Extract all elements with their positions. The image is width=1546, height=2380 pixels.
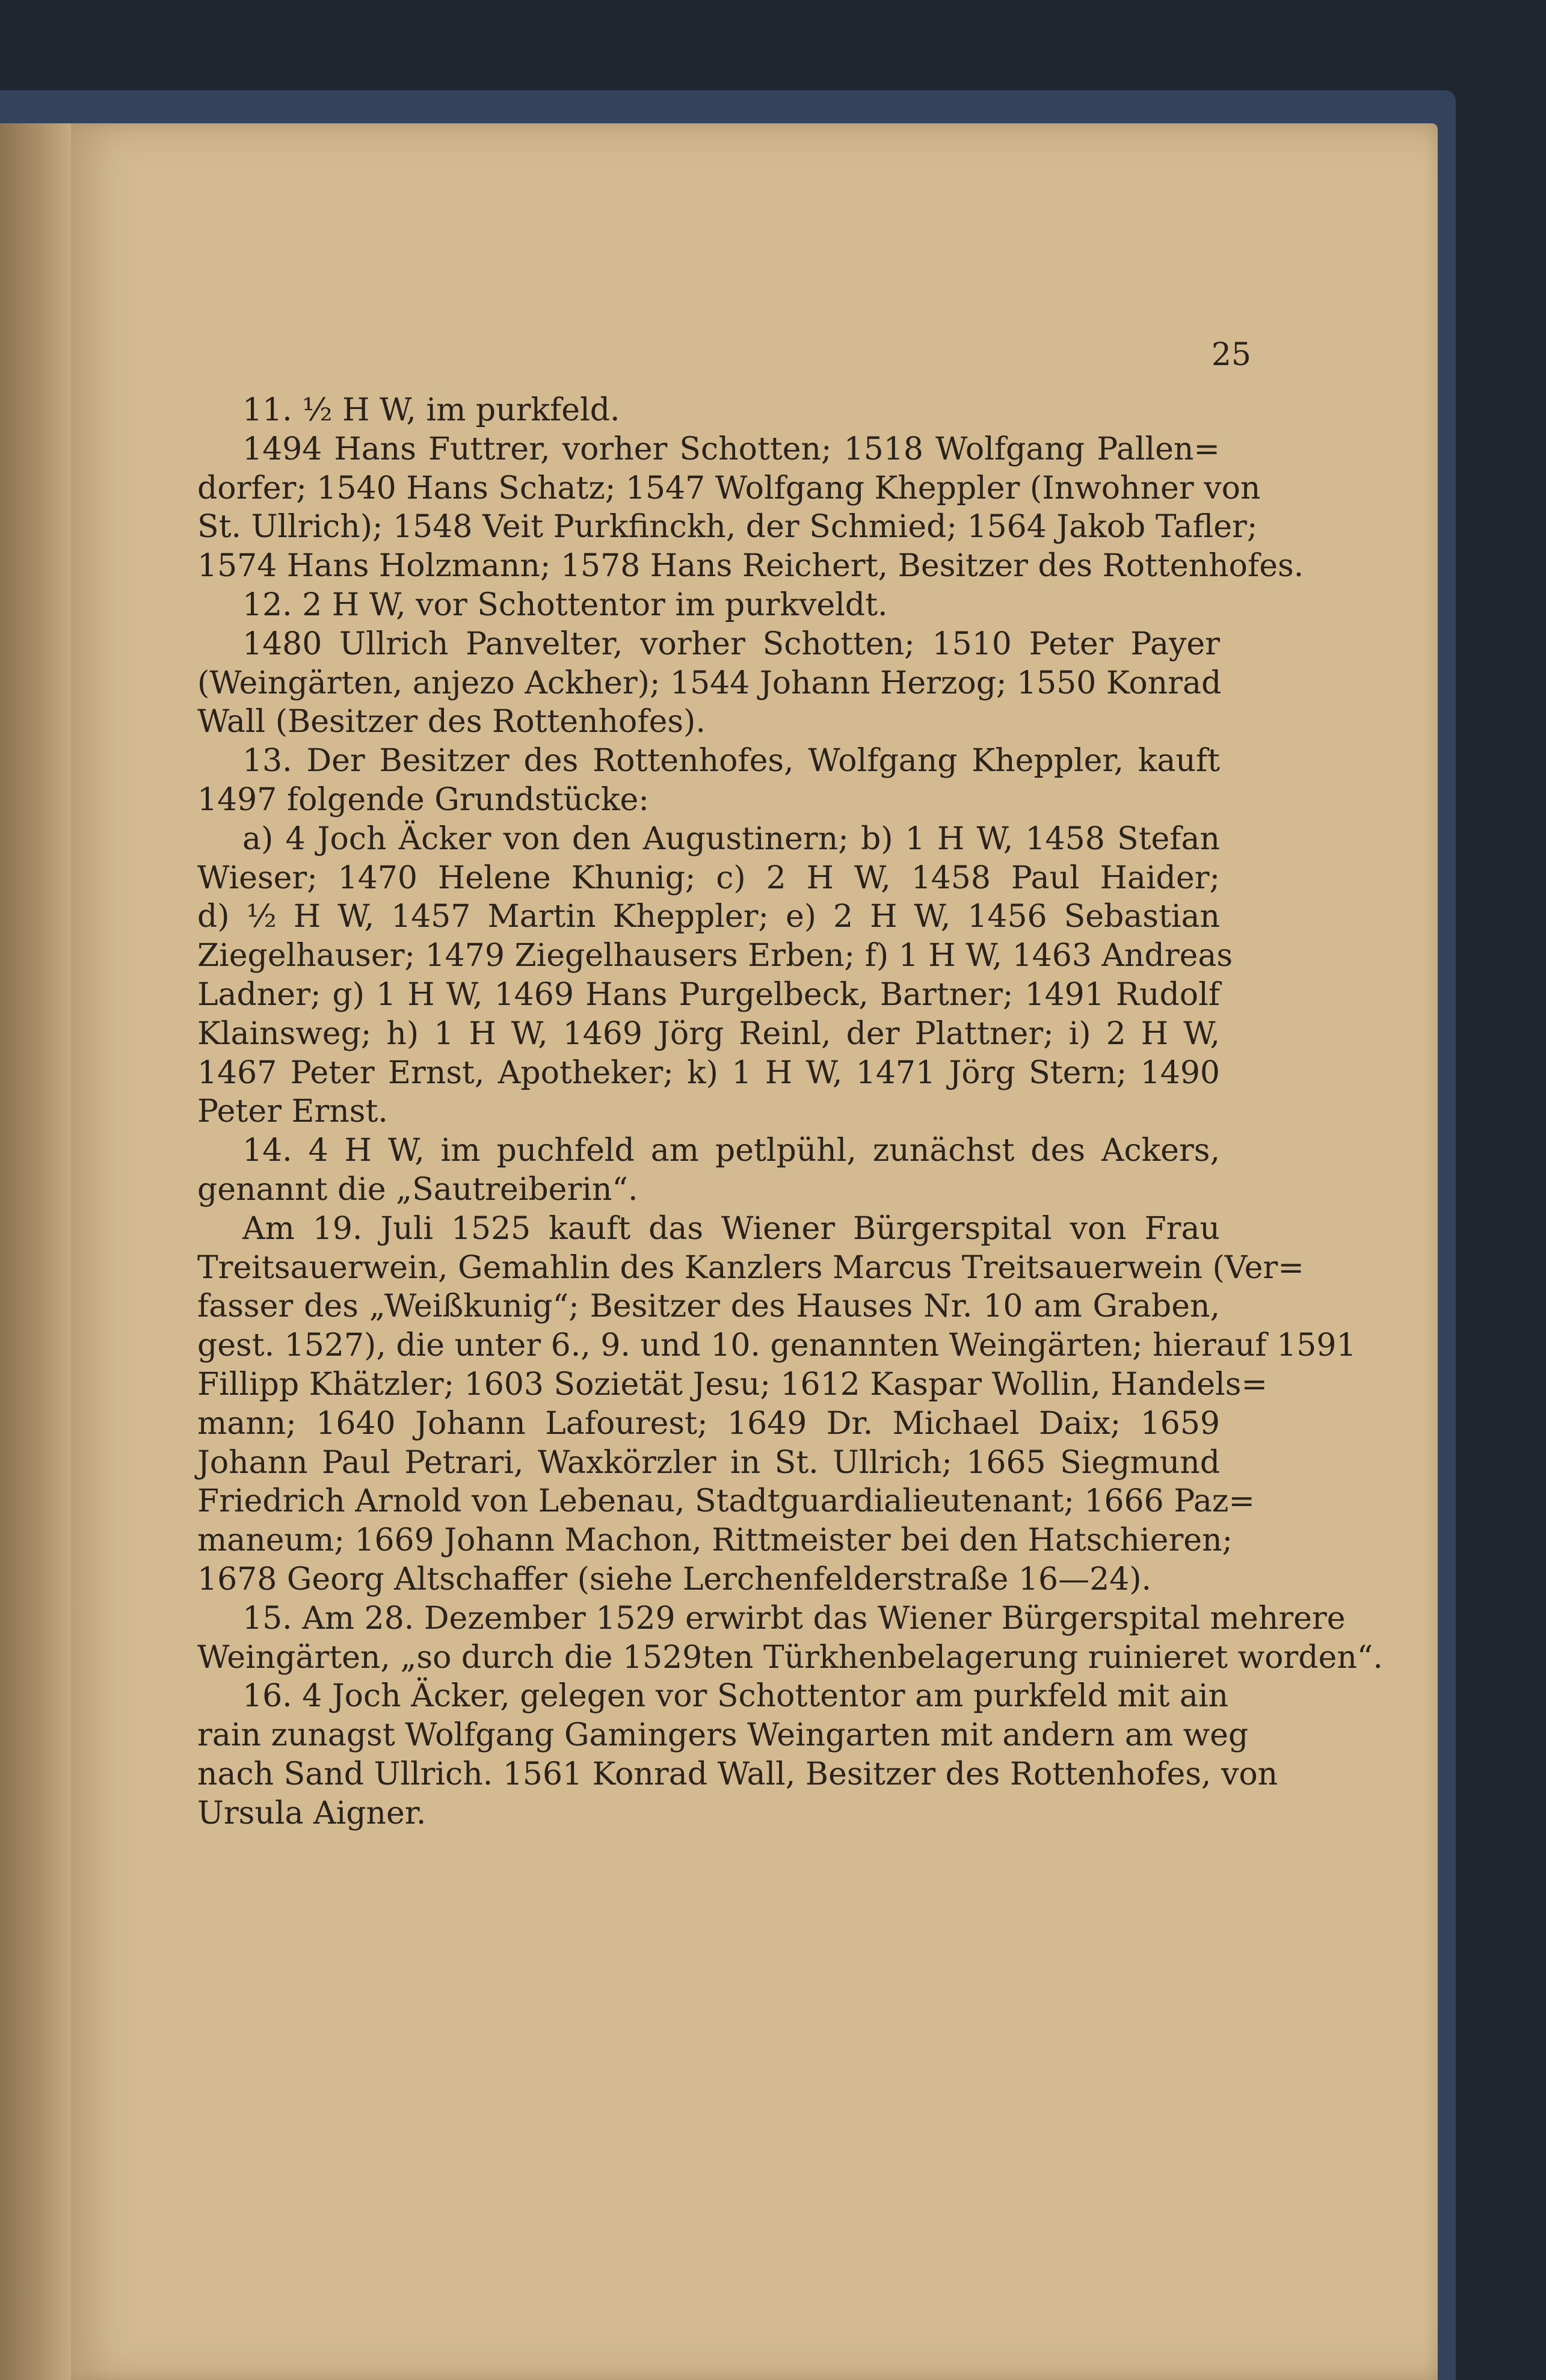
text-line: 14. 4 H W, im puchfeld am petlpühl, zunächst des Ackers, [242,1133,1220,1169]
text-line: St. Ullrich); 1548 Veit Purkfinckh, der Schmied; 1564 Jakob Tafler; [197,509,1258,546]
page-number: 25 [1211,337,1251,373]
page-gutter [0,123,71,2380]
text-line: (Weingärten, anjezo Ackher); 1544 Johann Herzog; 1550 Konrad [197,665,1222,701]
text-line: 1497 folgende Grundstücke: [197,781,649,818]
text-line: Fillipp Khätzler; 1603 Sozietät Jesu; 1612 Kaspar Wollin, Handels= [197,1366,1267,1403]
text-line: d) ½ H W, 1457 Martin Kheppler; e) 2 H W, 1456 Sebastian [197,899,1220,935]
text-line: rain zunagst Wolfgang Gamingers Weingarten mit andern am weg [197,1717,1249,1754]
text-line: genannt die „Sautreiberin“. [197,1171,638,1208]
text-line: Wall (Besitzer des Rottenhofes). [197,704,706,740]
text-line: Johann Paul Petrari, Waxkörzler in St. Ullrich; 1665 Siegmund [197,1444,1220,1481]
text-line: Friedrich Arnold von Lebenau, Stadtguardialieutenant; 1666 Paz= [197,1483,1255,1520]
text-line: 1678 Georg Altschaffer (siehe Lerchenfelderstraße 16—24). [197,1561,1152,1597]
page-text [197,391,1383,1833]
text-line: maneum; 1669 Johann Machon, Rittmeister bei den Hatschieren; [197,1522,1233,1559]
text-line: Wieser; 1470 Helene Khunig; c) 2 H W, 1458 Paul Haider; [197,859,1220,896]
text-line: dorfer; 1540 Hans Schatz; 1547 Wolfgang Kheppler (Inwohner von [197,470,1261,506]
text-line: Klainsweg; h) 1 H W, 1469 Jörg Reinl, der Plattner; i) 2 H W, [197,1015,1220,1052]
text-line: Am 19. Juli 1525 kauft das Wiener Bürgerspital von Frau [242,1210,1220,1247]
text-line: mann; 1640 Johann Lafourest; 1649 Dr. Michael Daix; 1659 [197,1405,1220,1442]
text-line: Weingärten, „so durch die 1529ten Türkhenbelagerung ruinieret worden“. [197,1639,1383,1676]
text-line: fasser des „Weißkunig“; Besitzer des Hauses Nr. 10 am Graben, [197,1288,1220,1325]
text-line: 1574 Hans Holzmann; 1578 Hans Reichert, Besitzer des Rottenhofes. [197,548,1304,585]
text-line: 1467 Peter Ernst, Apotheker; k) 1 H W, 1471 Jörg Stern; 1490 [197,1054,1220,1091]
text-line: 1494 Hans Futtrer, vorher Schotten; 1518 Wolfgang Pallen= [242,431,1220,467]
text-line: 1480 Ullrich Panvelter, vorher Schotten; 1510 Peter Payer [242,626,1220,662]
text-line: Ladner; g) 1 H W, 1469 Hans Purgelbeck, Bartner; 1491 Rudolf [197,976,1220,1013]
text-line: Treitsauerwein, Gemahlin des Kanzlers Marcus Treitsauerwein (Ver= [197,1249,1304,1286]
text-line: gest. 1527), die unter 6., 9. und 10. genannten Weingärten; hierauf 1591 [197,1327,1357,1364]
text-line: Ziegelhauser; 1479 Ziegelhausers Erben; f) 1 H W, 1463 Andreas [197,938,1233,974]
text-line: 11. ½ H W, im purkfeld. [242,392,620,428]
text-line: 16. 4 Joch Äcker, gelegen vor Schottentor am purkfeld mit ain [242,1678,1229,1715]
text-line: 13. Der Besitzer des Rottenhofes, Wolfgang Kheppler, kauft [242,743,1220,779]
text-line: nach Sand Ullrich. 1561 Konrad Wall, Besitzer des Rottenhofes, von [197,1756,1278,1792]
text-line: Peter Ernst. [197,1093,388,1130]
text-line: 12. 2 H W, vor Schottentor im purkveldt. [242,586,888,623]
text-line: 15. Am 28. Dezember 1529 erwirbt das Wiener Bürgerspital mehrere [242,1600,1346,1637]
text-line: Ursula Aigner. [197,1795,427,1831]
text-line: a) 4 Joch Äcker von den Augustinern; b) 1 H W, 1458 Stefan [242,820,1220,857]
